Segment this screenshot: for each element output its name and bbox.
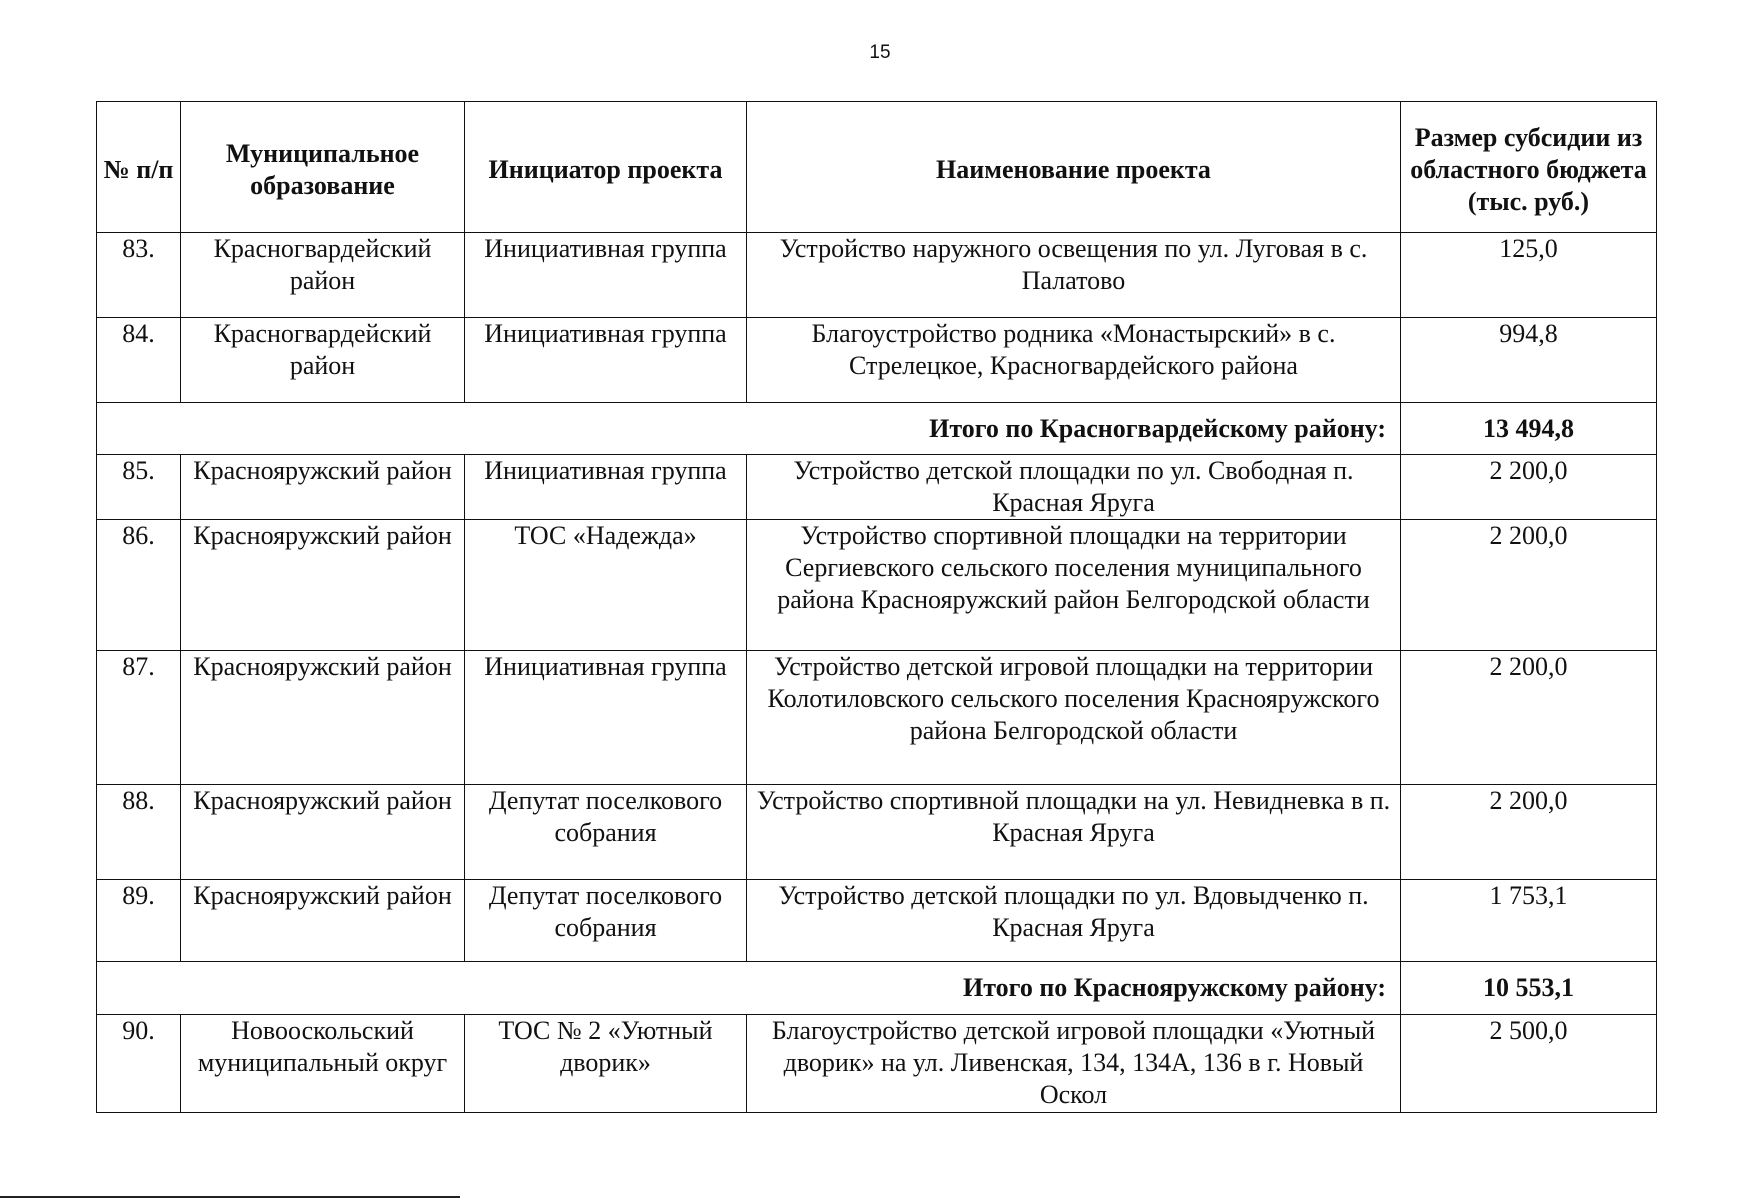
row-project: Благоустройство родника «Монастырский» в с. Стрелецкое, Красногвардейского района — [747, 318, 1401, 403]
row-municipality: Краснояружский район — [181, 651, 465, 785]
row-initiator: Инициативная группа — [465, 651, 747, 785]
row-amount: 2 200,0 — [1401, 651, 1657, 785]
row-municipality: Новооскольский муниципальный округ — [181, 1015, 465, 1113]
table-row — [97, 233, 1657, 318]
row-num: 85. — [97, 455, 181, 520]
table-row — [97, 880, 1657, 962]
row-project: Устройство спортивной площадки на территории Сергиевского сельского поселения муниципального района Краснояружский район Белгородской области — [747, 520, 1401, 651]
row-project: Устройство детской площадки по ул. Свободная п. Красная Яруга — [747, 455, 1401, 520]
header-amount: Размер субсидии из областного бюджета (тыс. руб.) — [1401, 102, 1657, 233]
row-initiator: ТОС «Надежда» — [465, 520, 747, 651]
table-row — [97, 318, 1657, 403]
row-municipality: Краснояружский район — [181, 785, 465, 880]
table-row — [97, 455, 1657, 520]
table-header-row — [97, 102, 1657, 233]
total-label: Итого по Краснояружскому району: — [97, 962, 1401, 1015]
row-project: Устройство детской площадки по ул. Вдовыдченко п. Красная Яруга — [747, 880, 1401, 962]
row-amount: 2 200,0 — [1401, 520, 1657, 651]
row-initiator: Инициативная группа — [465, 318, 747, 403]
row-initiator: Инициативная группа — [465, 233, 747, 318]
row-project: Благоустройство детской игровой площадки «Уютный дворик» на ул. Ливенская, 134, 134А, 136 в г. Новый Оскол — [747, 1015, 1401, 1113]
row-initiator: Депутат поселкового собрания — [465, 880, 747, 962]
row-num: 83. — [97, 233, 181, 318]
row-amount: 994,8 — [1401, 318, 1657, 403]
row-initiator: Депутат поселкового собрания — [465, 785, 747, 880]
subsidy-table — [96, 101, 1657, 1113]
total-label: Итого по Красногвардейскому району: — [97, 403, 1401, 455]
header-municipality: Муниципальное образование — [181, 102, 465, 233]
total-row — [97, 403, 1657, 455]
row-municipality: Красногвардейский район — [181, 318, 465, 403]
row-amount: 1 753,1 — [1401, 880, 1657, 962]
bottom-rule — [0, 1196, 460, 1198]
table-row — [97, 1015, 1657, 1113]
row-amount: 125,0 — [1401, 233, 1657, 318]
row-municipality: Краснояружский район — [181, 455, 465, 520]
header-num: № п/п — [97, 102, 181, 233]
header-initiator: Инициатор проекта — [465, 102, 747, 233]
row-project: Устройство детской игровой площадки на территории Колотиловского сельского поселения Краснояружского района Белгородской области — [747, 651, 1401, 785]
row-num: 90. — [97, 1015, 181, 1113]
header-project: Наименование проекта — [747, 102, 1401, 233]
row-municipality: Краснояружский район — [181, 520, 465, 651]
page-number: 15 — [869, 42, 891, 63]
row-municipality: Красногвардейский район — [181, 233, 465, 318]
row-initiator: Инициативная группа — [465, 455, 747, 520]
row-amount: 2 200,0 — [1401, 455, 1657, 520]
total-row — [97, 962, 1657, 1015]
row-num: 88. — [97, 785, 181, 880]
total-amount: 10 553,1 — [1401, 962, 1657, 1015]
row-municipality: Краснояружский район — [181, 880, 465, 962]
total-amount: 13 494,8 — [1401, 403, 1657, 455]
table-row — [97, 651, 1657, 785]
row-amount: 2 500,0 — [1401, 1015, 1657, 1113]
table-row — [97, 520, 1657, 651]
row-project: Устройство спортивной площадки на ул. Невидневка в п. Красная Яруга — [747, 785, 1401, 880]
row-num: 86. — [97, 520, 181, 651]
table-row — [97, 785, 1657, 880]
row-amount: 2 200,0 — [1401, 785, 1657, 880]
row-num: 87. — [97, 651, 181, 785]
row-num: 89. — [97, 880, 181, 962]
row-initiator: ТОС № 2 «Уютный дворик» — [465, 1015, 747, 1113]
row-num: 84. — [97, 318, 181, 403]
row-project: Устройство наружного освещения по ул. Луговая в с. Палатово — [747, 233, 1401, 318]
